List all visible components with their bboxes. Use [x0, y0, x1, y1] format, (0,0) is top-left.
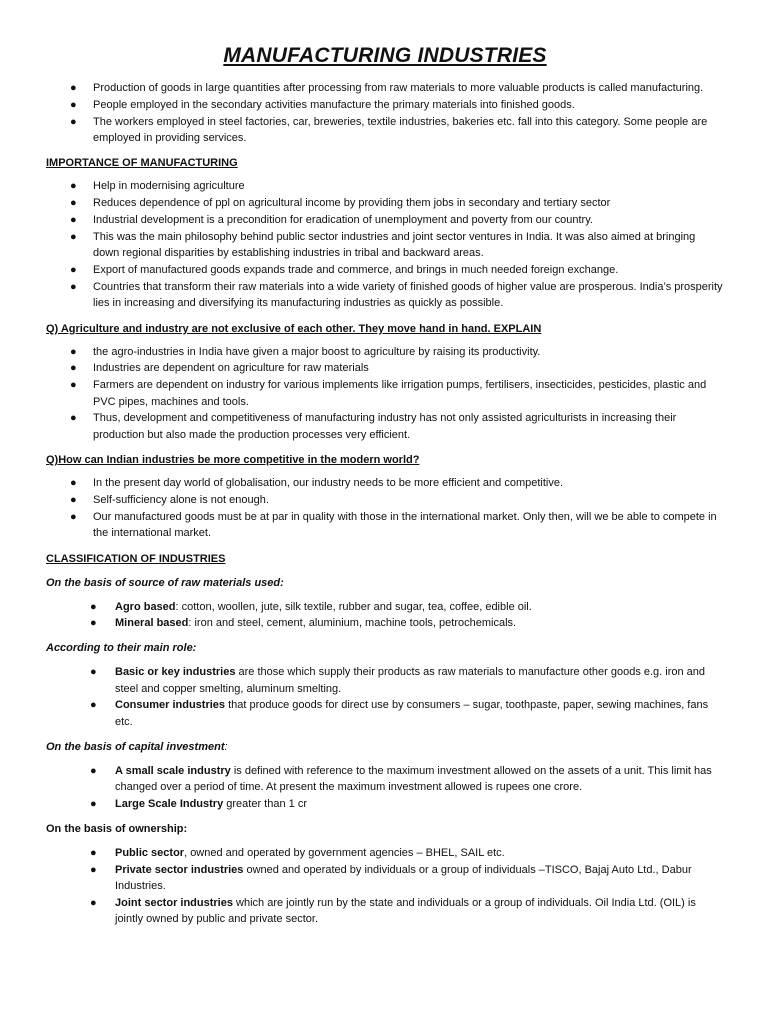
list-item: ● Industries are dependent on agriculture for raw materials: [46, 360, 724, 376]
list-item: ● Agro based: cotton, woollen, jute, silk textile, rubber and sugar, tea, coffee, edible oil.: [46, 599, 724, 615]
bullet-icon: ●: [70, 362, 77, 375]
list-item: ● Industrial development is a precondition for eradication of unemployment and poverty from our country.: [46, 212, 724, 228]
classification-heading: CLASSIFICATION OF INDUSTRIES: [46, 552, 226, 565]
list-item: ● Production of goods in large quantities after processing from raw materials to more valuable products is called manufacturing.: [46, 80, 724, 96]
list-item: ● Our manufactured goods must be at par in quality with those in the international market. Only then, will we be able to compete in the international market.: [70, 510, 717, 540]
list-item: ● Basic or key industries are those which supply their products as raw materials to manufacture other goods e.g. iron and steel and copper smelting, aluminum smelting.: [90, 666, 706, 695]
capital-list: [46, 763, 724, 812]
bullet-icon: ●: [90, 765, 97, 778]
capital-heading: On the basis of capital investment:: [46, 741, 228, 754]
intro-list: [46, 80, 724, 146]
bullet-icon: ●: [70, 379, 77, 392]
list-item: ● Large Scale Industry greater than 1 cr: [46, 796, 724, 812]
ownership-list: [46, 845, 724, 927]
list-item: ● People employed in the secondary activities manufacture the primary materials into finished goods.: [46, 97, 724, 113]
main-role-heading: According to their main role:: [46, 642, 197, 655]
bullet-icon: ●: [70, 98, 77, 111]
importance-heading: IMPORTANCE OF MANUFACTURING: [46, 157, 238, 170]
bullet-icon: ●: [90, 797, 97, 810]
list-item: ● Consumer industries that produce goods for direct use by consumers – sugar, toothpaste, paper, sewing machines, fans etc.: [90, 699, 709, 728]
bullet-icon: ●: [70, 264, 77, 276]
list-item: ● This was the main philosophy behind public sector industries and joint sector ventures in India. It was also aimed at bringing down regional disparities by establishing industries in tribal and backward areas.: [70, 230, 696, 260]
question-2-list: [46, 475, 724, 541]
bullet-icon: ●: [70, 280, 77, 293]
bullet-icon: ●: [70, 494, 77, 507]
bullet-icon: ●: [90, 847, 97, 860]
question-2-heading: Q)How can Indian industries be more competitive in the modern world?: [46, 454, 420, 467]
bullet-icon: ●: [70, 412, 77, 425]
bullet-icon: ●: [70, 477, 77, 490]
bullet-icon: ●: [70, 180, 77, 193]
bullet-icon: ●: [70, 115, 77, 128]
bullet-icon: ●: [70, 197, 77, 210]
list-item: ● The workers employed in steel factories, car, breweries, textile industries, bakeries etc. fall into this category. Some people are employed in providing services.: [70, 115, 708, 144]
importance-list: [46, 178, 724, 311]
main-role-list: [46, 664, 724, 730]
raw-materials-heading: On the basis of source of raw materials used:: [46, 576, 284, 589]
bullet-icon: ●: [70, 214, 77, 226]
bullet-icon: ●: [70, 510, 77, 523]
document-page: [46, 44, 724, 927]
bullet-icon: ●: [70, 82, 77, 94]
bullet-icon: ●: [70, 230, 77, 243]
list-item: ● the agro-industries in India have given a major boost to agriculture by raising its productivity.: [46, 344, 724, 360]
raw-materials-list: [46, 599, 724, 632]
bullet-icon: ●: [90, 896, 97, 909]
question-1-list: [46, 344, 724, 444]
list-item: ● Private sector industries owned and operated by individuals or a group of individuals –TISCO, Bajaj Auto Ltd., Dabur Industries.: [90, 863, 692, 893]
bullet-icon: ●: [90, 600, 97, 613]
list-item: ● Self-sufficiency alone is not enough.: [46, 492, 724, 508]
list-item: ● In the present day world of globalisation, our industry needs to be more efficient and competitive.: [46, 475, 724, 491]
list-item: ● Countries that transform their raw materials into a wide variety of finished goods of higher value are prosperous. India’s prosperity lies in increasing and diversifying its manufacturing industries as quickly as possible.: [70, 280, 723, 310]
bullet-icon: ●: [70, 345, 77, 358]
bullet-icon: ●: [90, 863, 97, 876]
list-item: ● A small scale industry is defined with reference to the maximum investment allowed on the assets of a unit. This limit has changed over a period of time. At present the maximum investment allowed is rupees one crore.: [90, 765, 712, 794]
list-item: ● Joint sector industries which are jointly run by the state and individuals or a group of individuals. Oil India Ltd. (OIL) is jointly owned by public and private sector.: [90, 896, 696, 925]
bullet-icon: ●: [90, 666, 97, 679]
list-item: ● Farmers are dependent on industry for various implements like irrigation pumps, fertilisers, insecticides, pesticides, plastic and PVC pipes, machines and tools.: [70, 379, 707, 408]
question-1-heading: Q) Agriculture and industry are not exclusive of each other. They move hand in hand. EXPLAIN: [46, 322, 542, 335]
bullet-icon: ●: [90, 617, 97, 630]
page-title: MANUFACTURING INDUSTRIES: [223, 44, 547, 67]
list-item: ● Mineral based: iron and steel, cement, aluminium, machine tools, petrochemicals.: [46, 615, 724, 631]
list-item: ● Thus, development and competitiveness of manufacturing industry has not only assisted agriculturists in increasing their production but also made the production processes very efficient.: [70, 412, 677, 441]
list-item: ● Export of manufactured goods expands trade and commerce, and brings in much needed foreign exchange.: [46, 262, 724, 278]
list-item: ● Help in modernising agriculture: [46, 178, 724, 194]
bullet-icon: ●: [90, 699, 97, 712]
list-item: ● Public sector, owned and operated by government agencies – BHEL, SAIL etc.: [46, 845, 724, 861]
list-item: ● Reduces dependence of ppl on agricultural income by providing them jobs in secondary and tertiary sector: [46, 195, 724, 211]
ownership-heading: On the basis of ownership:: [46, 823, 188, 836]
